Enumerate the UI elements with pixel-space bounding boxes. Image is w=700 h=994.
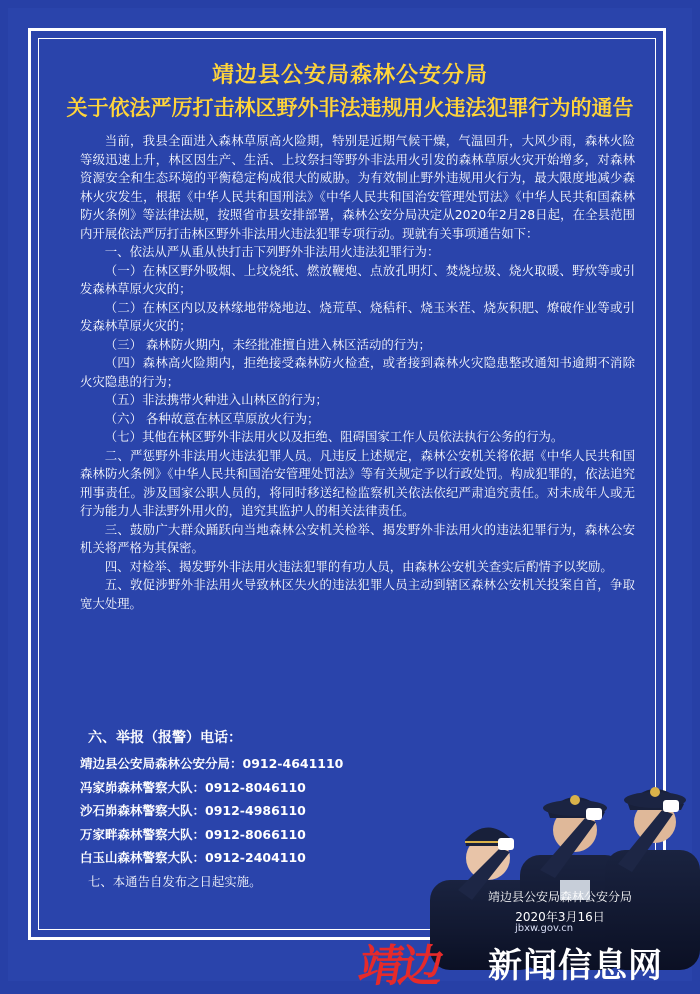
- hotline-name: 沙石峁森林警察大队：: [80, 803, 206, 819]
- signature-agency: 靖边县公安局森林公安分局: [488, 890, 633, 904]
- section-1-item: （三） 森林防火期内，未经批准擅自进入林区活动的行为；: [104, 336, 431, 352]
- section-1-item: （一）在林区野外吸烟、上坟烧纸、燃放鞭炮、点放孔明灯、焚烧垃圾、烧火取暖、野炊等或引发森林草原火灾的；: [80, 262, 635, 296]
- hotline-name: 冯家峁森林警察大队：: [80, 779, 206, 795]
- hotline-row: [80, 846, 343, 870]
- section-5: 五、敦促涉野外非法用火导致林区失火的违法犯罪人员主动到辖区森林公安机关投案自首，争取宽大处理。: [80, 577, 635, 611]
- section-7: 七、本通告自发布之日起实施。: [88, 874, 262, 889]
- hotline-heading: 六、举报（报警）电话：: [88, 730, 242, 746]
- hotline-list: [80, 752, 343, 870]
- hotline-name: 万家畔森林警察大队：: [80, 826, 206, 842]
- hotline-name: 靖边县公安局森林公安分局：: [80, 756, 243, 771]
- watermark-logo: 靖边: [354, 941, 444, 992]
- hotline-phone: 0912-2404110: [205, 850, 306, 866]
- hotline-row: [80, 776, 343, 800]
- hotline-name: 白玉山森林警察大队：: [80, 850, 206, 866]
- hotline-row: [80, 752, 343, 776]
- section-1-item: （七）其他在林区野外非法用火以及拒绝、阻碍国家工作人员依法执行公务的行为。: [104, 429, 564, 444]
- section-1-item: （六） 各种故意在林区草原放火行为；: [104, 410, 320, 426]
- watermark-url: jbxw.gov.cn: [515, 923, 574, 934]
- hotline-phone: 0912-8066110: [205, 826, 306, 842]
- section-1: 一、依法从严从重从快打击下列野外非法用火违法犯罪行为：: [104, 244, 440, 259]
- hotline-phone: 0912-4986110: [205, 803, 306, 819]
- signature-date: 2020年3月16日: [515, 910, 605, 924]
- notice-body: [80, 132, 635, 613]
- hotline-row: [80, 823, 343, 847]
- section-4: 四、对检举、揭发野外非法用火违法犯罪的有功人员，由森林公安机关查实后酌情予以奖励。: [104, 558, 613, 574]
- section-1-item: （二）在林区内以及林缘地带烧地边、烧荒草、烧秸秆、烧玉米茬、烧灰积肥、燎破作业等或引发森林草原火灾的；: [80, 299, 635, 333]
- hotline-phone: 0912-4641110: [242, 756, 344, 771]
- section-3: 三、鼓励广大群众踊跃向当地森林公安机关检举、揭发野外非法用火的违法犯罪行为，森林公安机关将严格为其保密。: [80, 521, 635, 555]
- section-1-item: （四）森林高火险期内，拒绝接受森林防火检查，或者接到森林火灾隐患整改通知书逾期不消除火灾隐患的行为；: [80, 355, 635, 389]
- hotline-phone: 0912-8046110: [205, 779, 306, 795]
- notice-title-agency: 靖边县公安局森林公安分局: [211, 62, 488, 88]
- section-2: 二、严惩野外非法用火违法犯罪人员。凡违反上述规定，森林公安机关将依据《中华人民共和国森林防火条例》《中华人民共和国治安管理处罚法》等有关规定予以行政处罚。构成犯罪的，依法追究刑事责任。涉及国家公职人员的，将同时移送纪检监察机关依法依纪严肃追究责任。对未成年人或无行为能力人非法野外用火的，追究其监护人的相关法律责任。: [80, 447, 635, 518]
- hotline-row: [80, 799, 343, 823]
- notice-title-subject: 关于依法严厉打击林区野外非法违规用火违法犯罪行为的通告: [66, 95, 634, 120]
- section-1-item: （五）非法携带火种进入山林区的行为；: [104, 392, 328, 407]
- watermark-site-name: 新闻信息网: [488, 946, 663, 986]
- intro-paragraph: 当前，我县全面进入森林草原高火险期，特别是近期气候干燥，气温回升，大风少雨，森林火险等级迅速上升，林区因生产、生活、上坟祭扫等野外非法用火引发的森林草原火灾开始增多，对森林资源安全和生态环境的平衡稳定构成很大的威胁。为有效制止野外违规用火行为，最大限度地减少森林火灾发生，根据《中华人民共和国刑法》《中华人民共和国治安管理处罚法》《中华人民共和国森林防火条例》等法律法规，按照省市县安排部署，森林公安分局决定从2020年2月28日起，在全县范围内开展依法严厉打击林区野外非法用火违法犯罪专项行动。现就有关事项通告如下：: [80, 133, 635, 241]
- signature-block: [488, 888, 632, 928]
